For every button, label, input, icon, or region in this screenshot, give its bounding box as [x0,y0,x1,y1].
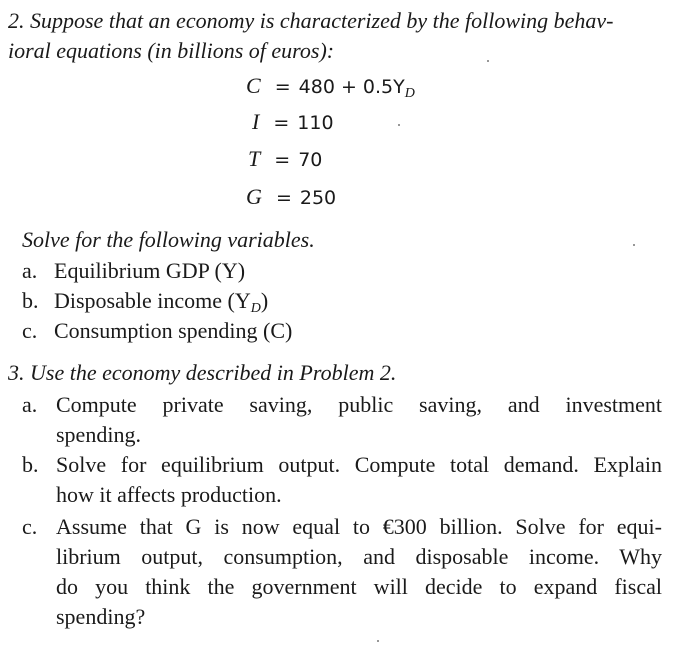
problem-3-item-b-line-2: how it affects production. [56,482,282,507]
problem-3-item-c-label: c. [22,514,38,539]
equation-government: G = 250 [246,184,337,209]
problem-3-item-c-line-1: Assume that G is now equal to €300 billion. Solve for equi- [56,514,662,539]
equation-consumption: $C = 480 + 0.5Y_D$ [246,73,415,101]
equation-investment: I = 110 [252,109,334,134]
equation-lhs: C [246,73,261,98]
problem-3-item-a-label: a. [22,392,38,417]
problem-3-item-b-label: b. [22,452,39,477]
item-label: c. [22,318,38,343]
problem-3-item-a-line-1: Compute private saving, public saving, and investment [56,392,662,417]
scan-speck [633,244,635,246]
item-label: a. [22,258,38,283]
solve-heading: Solve for the following variables. [22,227,315,252]
item-text-close: ) [260,288,269,313]
equation-taxes: T = 70 [248,146,323,171]
problem-2-item-b [22,288,268,322]
scan-speck [487,60,489,62]
equation-rhs: 480 + 0.5Y [298,76,405,98]
equation-rhs: 110 [297,112,334,134]
item-label: b. [22,288,39,313]
problem-2-item-c [22,318,292,344]
problem-2-intro-line-2: ioral equations (in billions of euros): [8,38,335,63]
equation-lhs: G [246,184,262,209]
equation-rhs: 250 [299,187,337,209]
problem-3-item-c-line-2: librium output, consumption, and disposable income. Why [56,544,662,569]
item-text: Equilibrium GDP (Y) [54,258,246,283]
problem-3-item-b-line-1: Solve for equilibrium output. Compute total demand. Explain [56,452,662,477]
problem-2-item-a [22,258,245,284]
problem-2-intro-line-1: 2. Suppose that an economy is characterized by the following behav- [8,8,614,33]
equation-subscript: D [404,86,415,101]
item-text: Consumption spending (C) [54,318,293,343]
problem-3-item-a-line-2: spending. [56,422,141,447]
equation-rhs: 70 [298,149,323,171]
equation-lhs: T [248,146,261,171]
scan-speck [377,640,379,642]
item-text: Disposable income (Y [54,288,251,313]
equation-lhs: I [252,109,260,134]
problem-3-intro: 3. Use the economy described in Problem 2. [8,360,397,385]
problem-3-item-c-line-3: do you think the government will decide to expand fiscal [56,574,662,599]
item-subscript: D [250,301,261,316]
problem-3-item-c-line-4: spending? [56,604,146,629]
scan-speck [398,124,400,126]
